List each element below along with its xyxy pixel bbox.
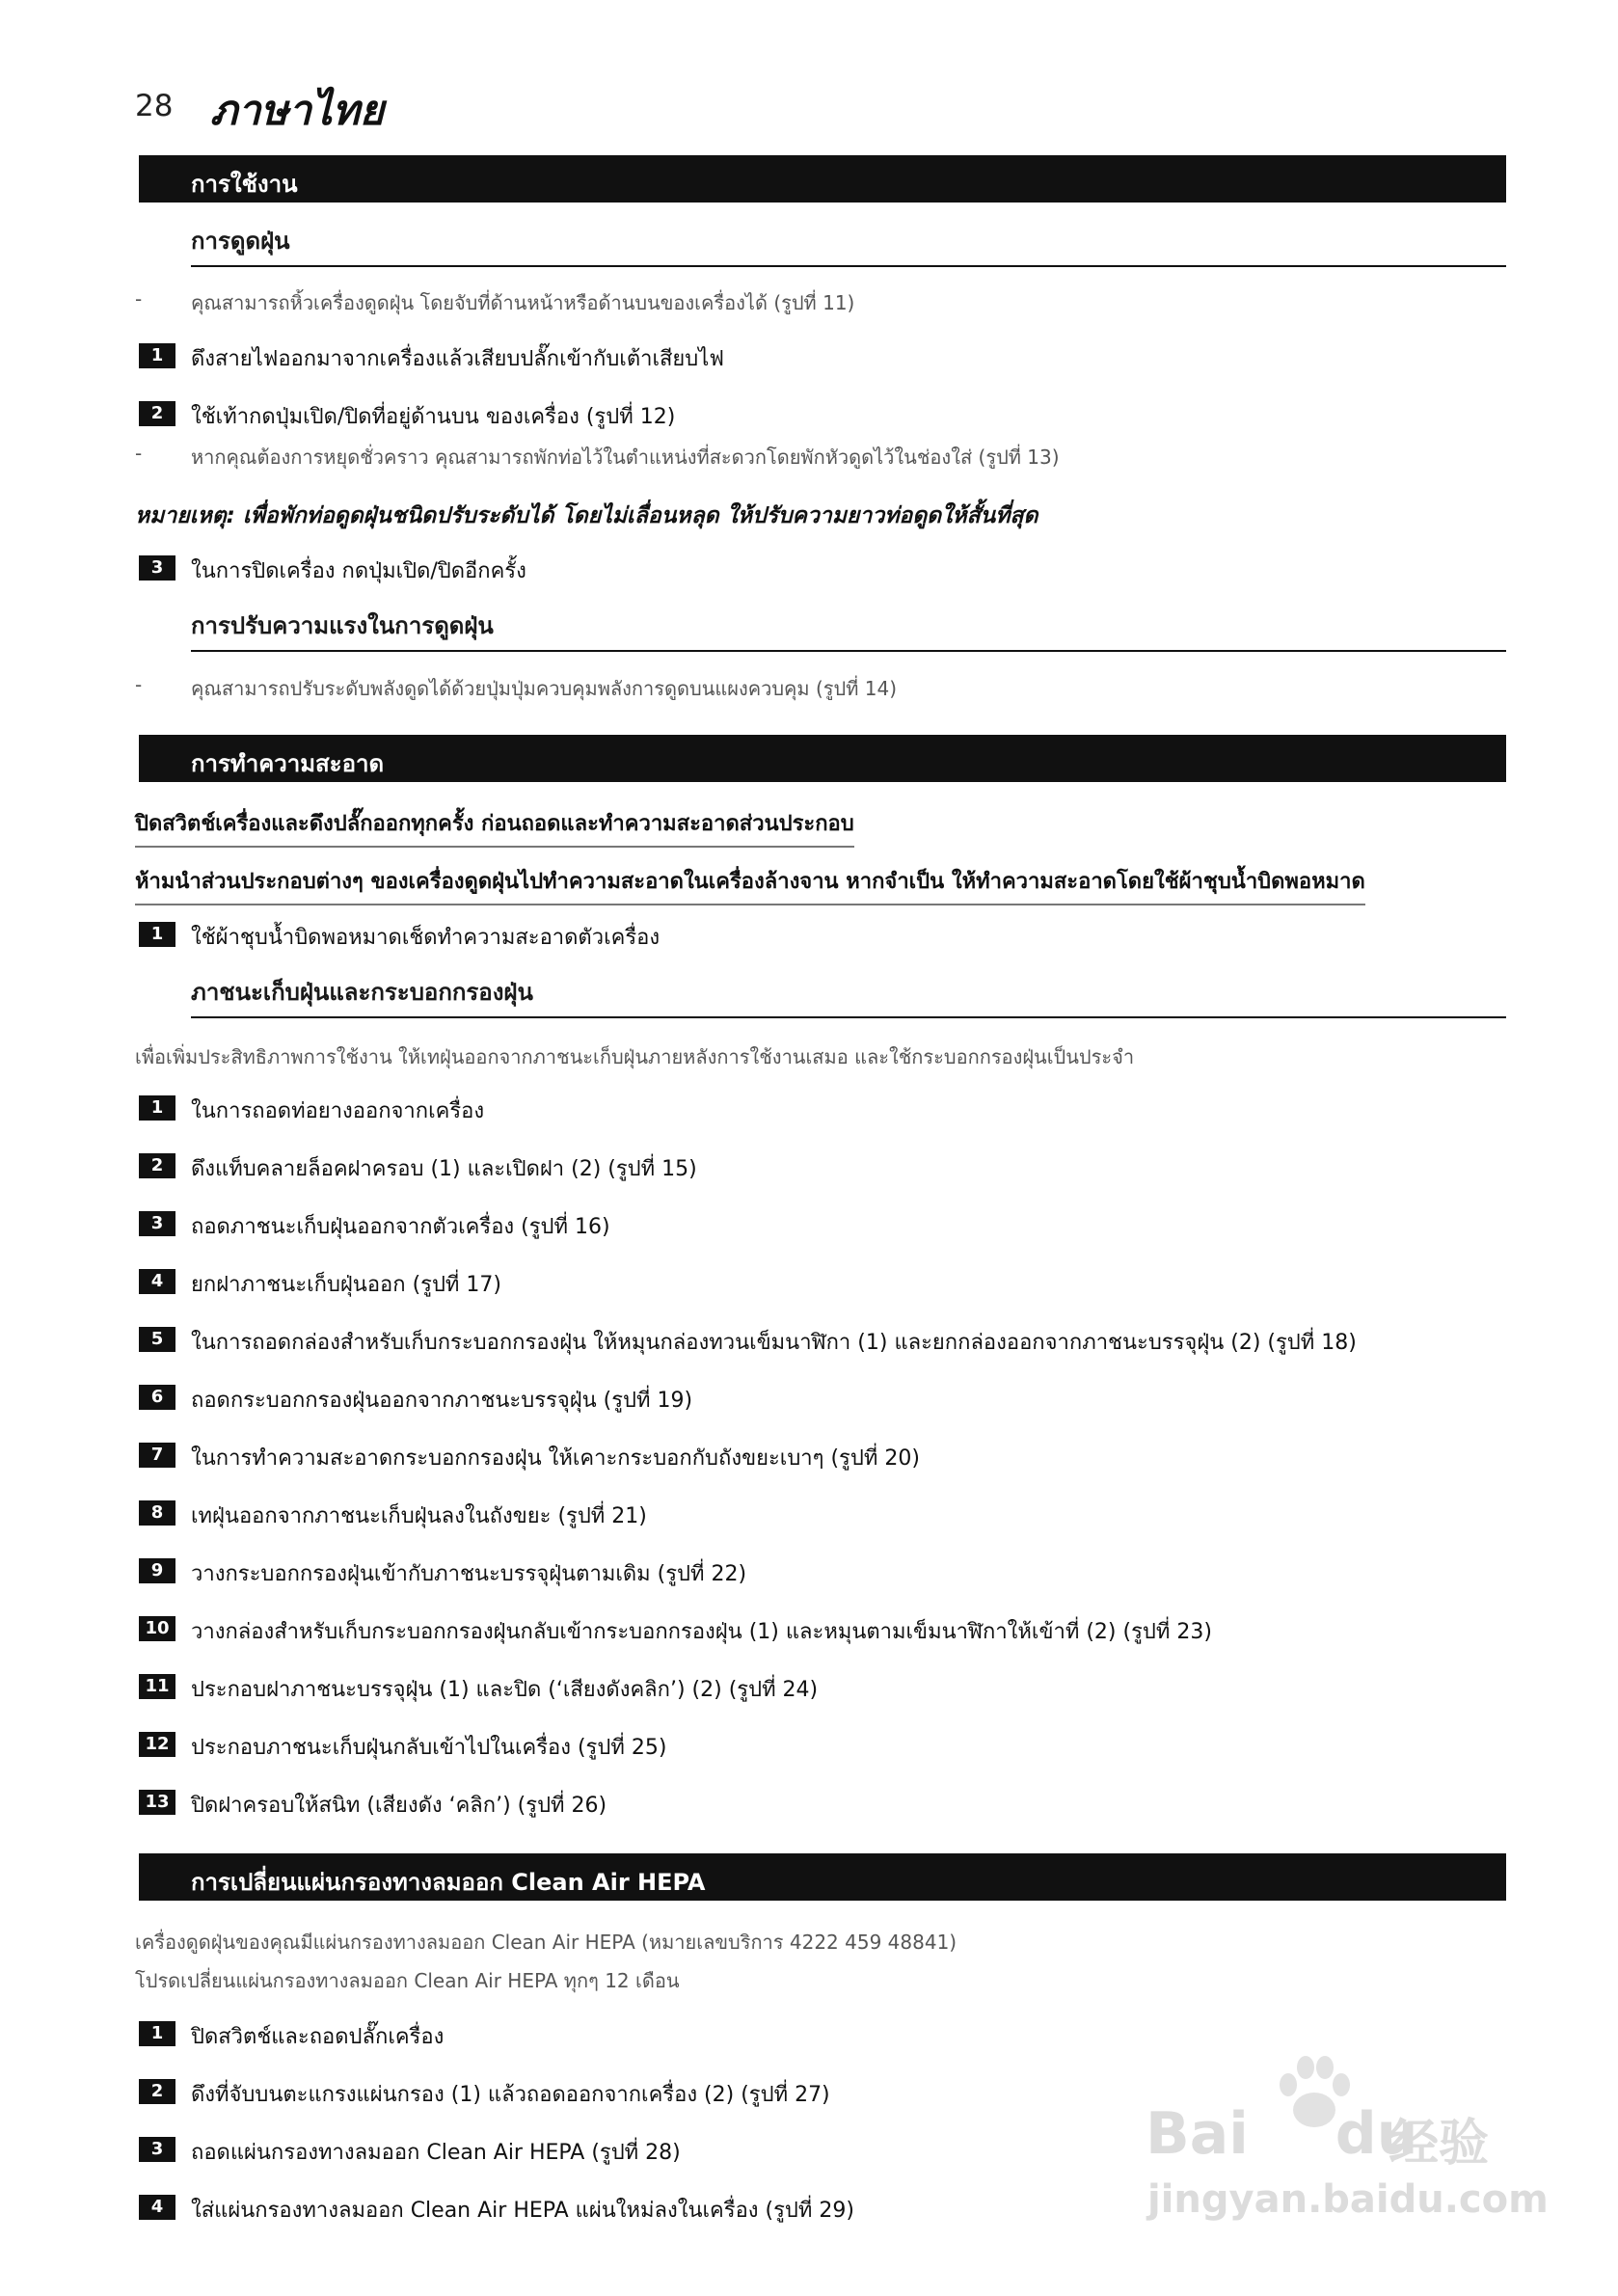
step-number-badge: 6 [139, 1385, 175, 1410]
remark-note: หมายเหตุ: เพื่อพักท่อดูดฝุ่นชนิดปรับระดับได้ โดยไม่เลื่อนหลุด ให้ปรับความยาวท่อดูดให้สั้นที่สุด [135, 503, 1038, 528]
step-text: ดึงที่จับบนตะแกรงแผ่นกรอง (1) แล้วถอดออกจากเครื่อง (2) (รูปที่ 27) [191, 2083, 830, 2107]
section-bar-cleaning [139, 735, 1506, 782]
step-text: ใช้ผ้าชุบน้ำบิดพอหมาดเช็ดทำความสะอาดตัวเครื่อง [191, 926, 661, 950]
section-title: การใช้งาน [191, 171, 298, 198]
watermark-logo: Bai du [1146, 2100, 1418, 2168]
step-number-badge: 2 [139, 1153, 175, 1178]
step-number-badge: 1 [139, 922, 175, 947]
step-text: วางกล่องสำหรับเก็บกระบอกกรองฝุ่นกลับเข้ากระบอกกรองฝุ่น (1) และหมุนตามเข็มนาฬิกาให้เข้าที่ (2) (รูปที่ 23) [191, 1620, 1212, 1644]
step-number-badge: 4 [139, 1269, 175, 1294]
step-text: ดึงสายไฟออกมาจากเครื่องแล้วเสียบปลั๊กเข้ากับเต้าเสียบไฟ [191, 347, 724, 371]
subheading-dust [191, 968, 1506, 1018]
page-number: 28 [135, 89, 174, 123]
warning-line: ห้ามนำส่วนประกอบต่างๆ ของเครื่องดูดฝุ่นไปทำความสะอาดในเครื่องล้างจาน หากจำเป็น ให้ทำความสะอาดโดยใช้ผ้าชุบน้ำบิดพอหมาด [135, 864, 1365, 905]
step-text: วางกระบอกกรองฝุ่นเข้ากับภาชนะบรรจุฝุ่นตามเดิม (รูปที่ 22) [191, 1562, 747, 1586]
step-text: ถอดภาชนะเก็บฝุ่นออกจากตัวเครื่อง (รูปที่ 16) [191, 1215, 610, 1239]
step-number-badge: 1 [139, 2021, 175, 2046]
step-text: ในการถอดท่อยางออกจากเครื่อง [191, 1099, 485, 1123]
step-number-badge: 2 [139, 2079, 175, 2104]
step-number-badge: 3 [139, 2137, 175, 2162]
step-number-badge: 8 [139, 1500, 175, 1526]
subheading-text: ภาชนะเก็บฝุ่นและกระบอกกรองฝุ่น [191, 979, 533, 1006]
subheading-power [191, 602, 1506, 652]
step-text: ในการทำความสะอาดกระบอกกรองฝุ่น ให้เคาะกระบอกกับถังขยะเบาๆ (รูปที่ 20) [191, 1446, 920, 1471]
step-number-badge: 11 [139, 1674, 175, 1699]
subheading-text: การปรับความแรงในการดูดฝุ่น [191, 612, 494, 639]
step-number-badge: 2 [139, 401, 175, 426]
subheading-text: การดูดฝุ่น [191, 228, 290, 255]
step-number-badge: 10 [139, 1616, 175, 1641]
step-number-badge: 13 [139, 1790, 175, 1815]
step-text: ใช้เท้ากดปุ่มเปิด/ปิดที่อยู่ด้านบน ของเครื่อง (รูปที่ 12) [191, 405, 676, 429]
watermark-brand-cn: 经验 [1389, 2115, 1490, 2173]
step-text: ดึงแท็บคลายล็อคฝาครอบ (1) และเปิดฝา (2) (รูปที่ 15) [191, 1157, 697, 1181]
step-text: ใส่แผ่นกรองทางลมออก Clean Air HEPA แผ่นใหม่ลงในเครื่อง (รูปที่ 29) [191, 2199, 854, 2223]
step-text: ในการปิดเครื่อง กดปุ่มเปิด/ปิดอีกครั้ง [191, 559, 526, 583]
step-text: ถอดแผ่นกรองทางลมออก Clean Air HEPA (รูปที่ 28) [191, 2141, 681, 2165]
step-number-badge: 3 [139, 555, 175, 581]
step-text: ปิดฝาครอบให้สนิท (เสียงดัง ‘คลิก’) (รูปที่ 26) [191, 1794, 607, 1818]
step-number-badge: 5 [139, 1327, 175, 1352]
step-number-badge: 1 [139, 343, 175, 368]
page-language-title: ภาษาไทย [210, 87, 385, 135]
intro-text: โปรดเปลี่ยนแผ่นกรองทางลมออก Clean Air HEPA ทุกๆ 12 เดือน [135, 1969, 680, 1992]
step-number-badge: 3 [139, 1211, 175, 1236]
intro-text: เพื่อเพิ่มประสิทธิภาพการใช้งาน ให้เทฝุ่นออกจากภาชนะเก็บฝุ่นภายหลังการใช้งานเสมอ และใช้กระบอกกรองฝุ่นเป็นประจำ [135, 1045, 1135, 1068]
section-title: การเปลี่ยนแผ่นกรองทางลมออก Clean Air HEPA [191, 1869, 706, 1896]
step-text: เทฝุ่นออกจากภาชนะเก็บฝุ่นลงในถังขยะ (รูปที่ 21) [191, 1504, 647, 1528]
step-number-badge: 1 [139, 1095, 175, 1121]
step-text: ประกอบภาชนะเก็บฝุ่นกลับเข้าไปในเครื่อง (รูปที่ 25) [191, 1736, 667, 1760]
step-text: ยกฝาภาชนะเก็บฝุ่นออก (รูปที่ 17) [191, 1273, 502, 1297]
section-title: การทำความสะอาด [191, 750, 385, 777]
step-number-badge: 7 [139, 1443, 175, 1468]
step-number-badge: 9 [139, 1558, 175, 1583]
step-text: ปิดสวิตช์และถอดปลั๊กเครื่อง [191, 2025, 445, 2049]
step-number-badge: 12 [139, 1732, 175, 1757]
step-text: ถอดกระบอกกรองฝุ่นออกจากภาชนะบรรจุฝุ่น (รูปที่ 19) [191, 1389, 693, 1413]
step-number-badge: 4 [139, 2195, 175, 2220]
section-bar-hepa [139, 1853, 1506, 1901]
section-bar-usage [139, 155, 1506, 203]
intro-text: เครื่องดูดฝุ่นของคุณมีแผ่นกรองทางลมออก Clean Air HEPA (หมายเลขบริการ 4222 459 48841) [135, 1931, 957, 1954]
step-text: ในการถอดกล่องสำหรับเก็บกระบอกกรองฝุ่น ให้หมุนกล่องทวนเข็มนาฬิกา (1) และยกกล่องออกจากภาชนะบรรจุฝุ่น (2) (รูปที่ 18) [191, 1331, 1357, 1355]
warning-line: ปิดสวิตช์เครื่องและดึงปลั๊กออกทุกครั้ง ก่อนถอดและทำความสะอาดส่วนประกอบ [135, 806, 854, 848]
step-text: ประกอบฝาภาชนะบรรจุฝุ่น (1) และปิด (‘เสียงดังคลิก’) (2) (รูปที่ 24) [191, 1678, 819, 1702]
subheading-vacuuming [191, 217, 1506, 267]
watermark-url: jingyan.baidu.com [1147, 2177, 1549, 2222]
